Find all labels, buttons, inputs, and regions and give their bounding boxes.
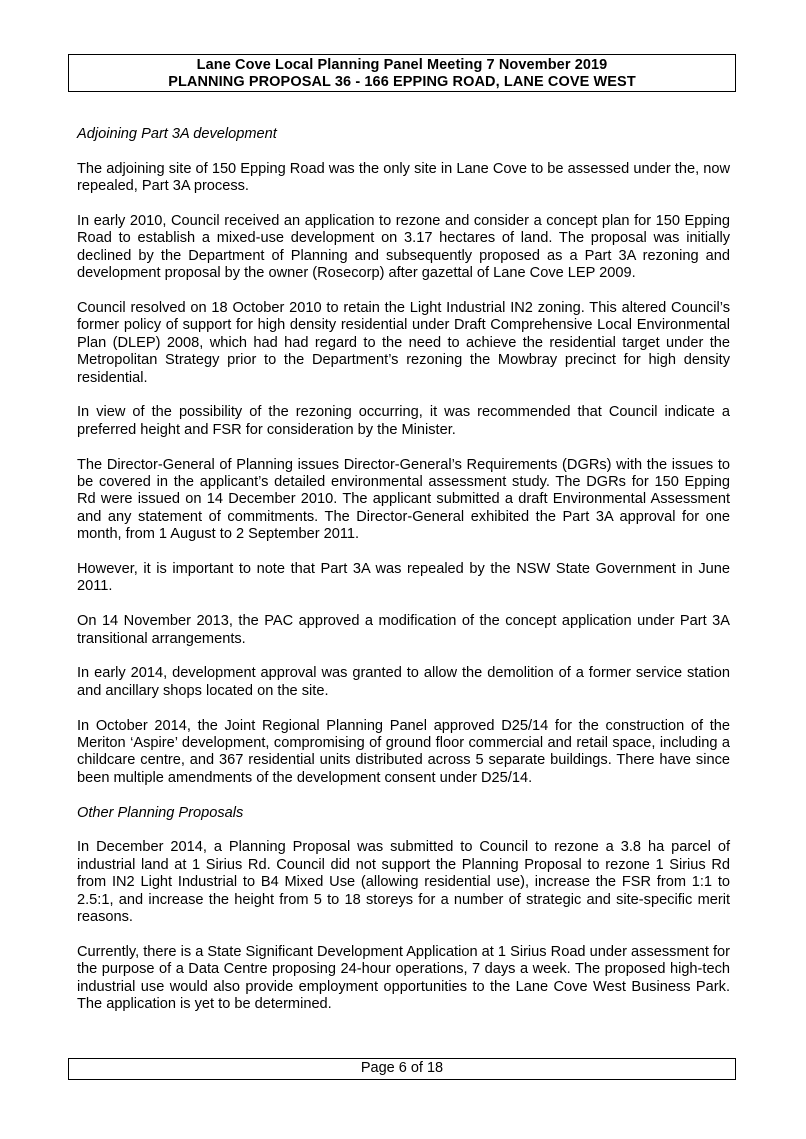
paragraph: The Director-General of Planning issues Director-General’s Requirements (DGRs) with the issues to be covered in the applicant’s detailed environmental assessment study. The DGRs for 150 Epping Rd were issued on 14 December 2010. The applicant submitted a draft Environmental Assessment and any statement of commitments. The Director-General exhibited the Part 3A approval for one month, from 1 August to 2 September 2011.: [77, 456, 730, 543]
paragraph: In early 2014, development approval was granted to allow the demolition of a former service station and ancillary shops located on the site.: [77, 665, 730, 699]
meeting-title: Lane Cove Local Planning Panel Meeting 7 November 2019: [196, 57, 608, 73]
paragraph: Council resolved on 18 October 2010 to retain the Light Industrial IN2 zoning. This altered Council’s former policy of support for high density residential under Draft Comprehensive Local Environmental Plan (DLEP) 2008, which had had regard to the need to achieve the residential target under the Metropolitan Strategy prior to the Department’s rezoning the Mowbray precinct for high density residential.: [77, 300, 730, 386]
page-header: [68, 54, 736, 92]
page-footer: [68, 1058, 736, 1080]
document-body: [77, 126, 730, 1031]
paragraph: On 14 November 2013, the PAC approved a modification of the concept application under Part 3A transitional arrangements.: [77, 613, 730, 647]
proposal-title: PLANNING PROPOSAL 36 - 166 EPPING ROAD, LANE COVE WEST: [168, 74, 636, 90]
section-heading: Adjoining Part 3A development: [77, 126, 277, 142]
page-number: Page 6 of 18: [360, 1060, 444, 1076]
section-heading: Other Planning Proposals: [77, 804, 244, 821]
paragraph: In December 2014, a Planning Proposal was submitted to Council to rezone a 3.8 ha parcel of industrial land at 1 Sirius Rd. Council did not support the Planning Proposal to rezone 1 Sirius Rd from IN2 Light Industrial to B4 Mixed Use (allowing residential use), increase the FSR from 1:1 to 2.5:1, and increase the height from 5 to 18 storeys for a number of strategic and site-specific merit reasons.: [77, 839, 730, 926]
paragraph: In October 2014, the Joint Regional Planning Panel approved D25/14 for the construction of the Meriton ‘Aspire’ development, compromising of ground floor commercial and retail space, including a childcare centre, and 367 residential units distributed across 5 separate buildings. There have since been multiple amendments of the development consent under D25/14.: [77, 717, 730, 786]
paragraph: Currently, there is a State Significant Development Application at 1 Sirius Road under assessment for the purpose of a Data Centre proposing 24-hour operations, 7 days a week. The proposed high-tech industrial use would also provide employment opportunities to the Lane Cove West Business Park. The application is yet to be determined.: [77, 943, 730, 1013]
paragraph: In view of the possibility of the rezoning occurring, it was recommended that Council indicate a preferred height and FSR for consideration by the Minister.: [77, 404, 730, 438]
paragraph: In early 2010, Council received an application to rezone and consider a concept plan for 150 Epping Road to establish a mixed-use development on 3.17 hectares of land. The proposal was initially declined by the Department of Planning and subsequently proposed as a Part 3A rezoning and development proposal by the owner (Rosecorp) after gazettal of Lane Cove LEP 2009.: [77, 213, 730, 282]
paragraph: However, it is important to note that Part 3A was repealed by the NSW State Government in June 2011.: [77, 561, 730, 595]
paragraph: The adjoining site of 150 Epping Road was the only site in Lane Cove to be assessed under the, now repealed, Part 3A process.: [77, 160, 730, 195]
